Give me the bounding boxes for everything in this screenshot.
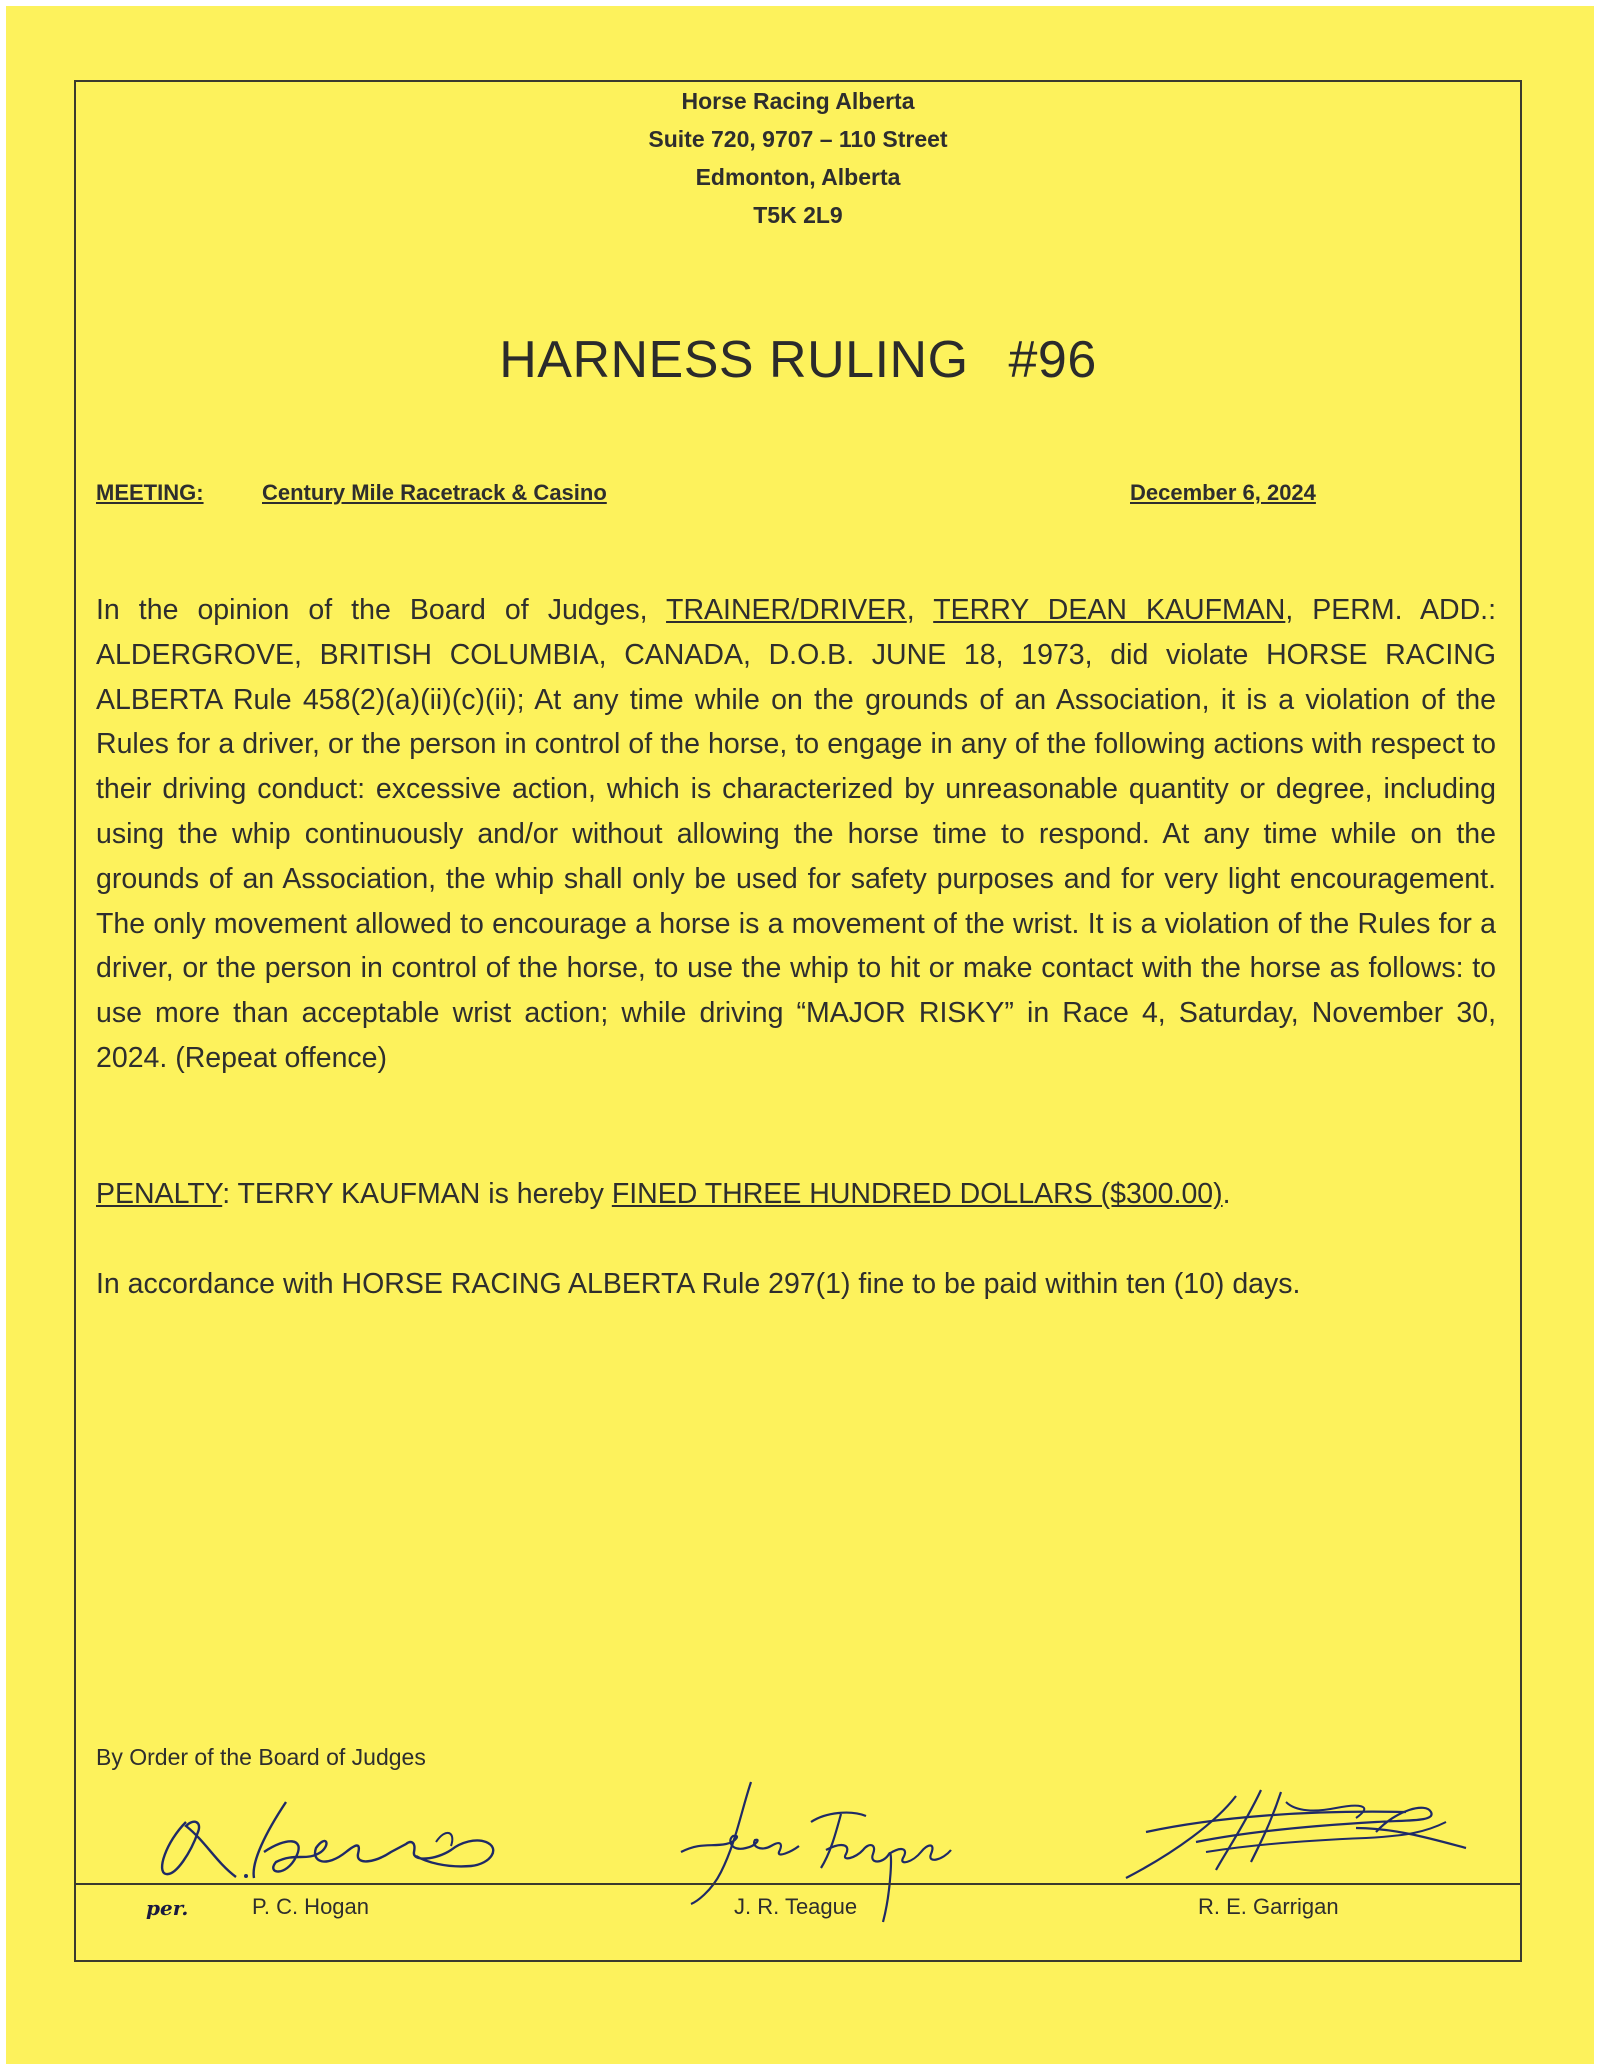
org-postal-code: T5K 2L9 (753, 202, 843, 228)
penalty-fine: FINED THREE HUNDRED DOLLARS ($300.00) (611, 1178, 1223, 1210)
licensee-role: TRAINER/DRIVER (666, 594, 907, 626)
signature-line (76, 1883, 1520, 1885)
penalty-label: PENALTY (96, 1178, 223, 1210)
per-mark: per. (146, 1896, 189, 1920)
signature-hogan (146, 1782, 566, 1892)
org-name: Horse Racing Alberta (681, 88, 915, 114)
signature-garrigan (1076, 1782, 1516, 1892)
penalty-text: : TERRY KAUFMAN is hereby (222, 1178, 612, 1210)
ruling-number: #96 (1008, 331, 1097, 389)
ruling-text: , PERM. ADD.: ALDERGROVE, BRITISH COLUMBIA, CANADA, D.O.B. JUNE 18, 1973, did violate HORSE RACING ALBERTA Rule 458(2)(a)(ii)(c)(ii); At any time while on the grounds of an Association, it is a violation of the Rules for a driver, or the person in control of the horse, to engage in any of the following actions with respect to their driving conduct: excessive action, which is characterized by unreasonable quantity or degree, including using the whip continuously and/or without allowing the horse time to respond. At any time while on the grounds of an Association, the whip shall only be used for safety purposes and for very light encouragement. The only movement allowed to encourage a horse is a movement of the wrist. It is a violation of the Rules for a driver, or the person in control of the horse, to use the whip to hit or make contact with the horse as follows: to use more than acceptable wrist action; while driving “MAJOR RISKY” in Race 4, Saturday, November 30, 2024. (Repeat offence) (96, 594, 1496, 1074)
org-address-city: Edmonton, Alberta (695, 164, 901, 190)
signature-teague (651, 1772, 991, 1912)
ruling-intro: In the opinion of the Board of Judges, (96, 594, 667, 626)
ruling-title (76, 330, 1520, 390)
judge-hogan: P. C. Hogan (252, 1894, 370, 1919)
meeting-label: MEETING: (96, 480, 204, 505)
ruling-title-label: HARNESS RULING (499, 331, 969, 389)
accordance-paragraph: In accordance with HORSE RACING ALBERTA Rule 297(1) fine to be paid within ten (10) days. (96, 1268, 1301, 1300)
judge-teague: J. R. Teague (734, 1894, 858, 1919)
ruling-separator: , (906, 594, 934, 626)
judge-garrigan: R. E. Garrigan (1198, 1894, 1339, 1919)
meeting-venue: Century Mile Racetrack & Casino (262, 480, 607, 505)
by-order-label: By Order of the Board of Judges (96, 1744, 426, 1770)
ruling-body (96, 588, 1496, 1081)
document-border (74, 80, 1522, 1962)
org-address-street: Suite 720, 9707 – 110 Street (648, 126, 948, 152)
ruling-date: December 6, 2024 (1130, 480, 1316, 505)
penalty-paragraph (96, 1178, 1496, 1211)
ruling-page (6, 6, 1594, 2064)
penalty-end: . (1222, 1178, 1231, 1210)
licensee-name: TERRY DEAN KAUFMAN (933, 594, 1286, 626)
